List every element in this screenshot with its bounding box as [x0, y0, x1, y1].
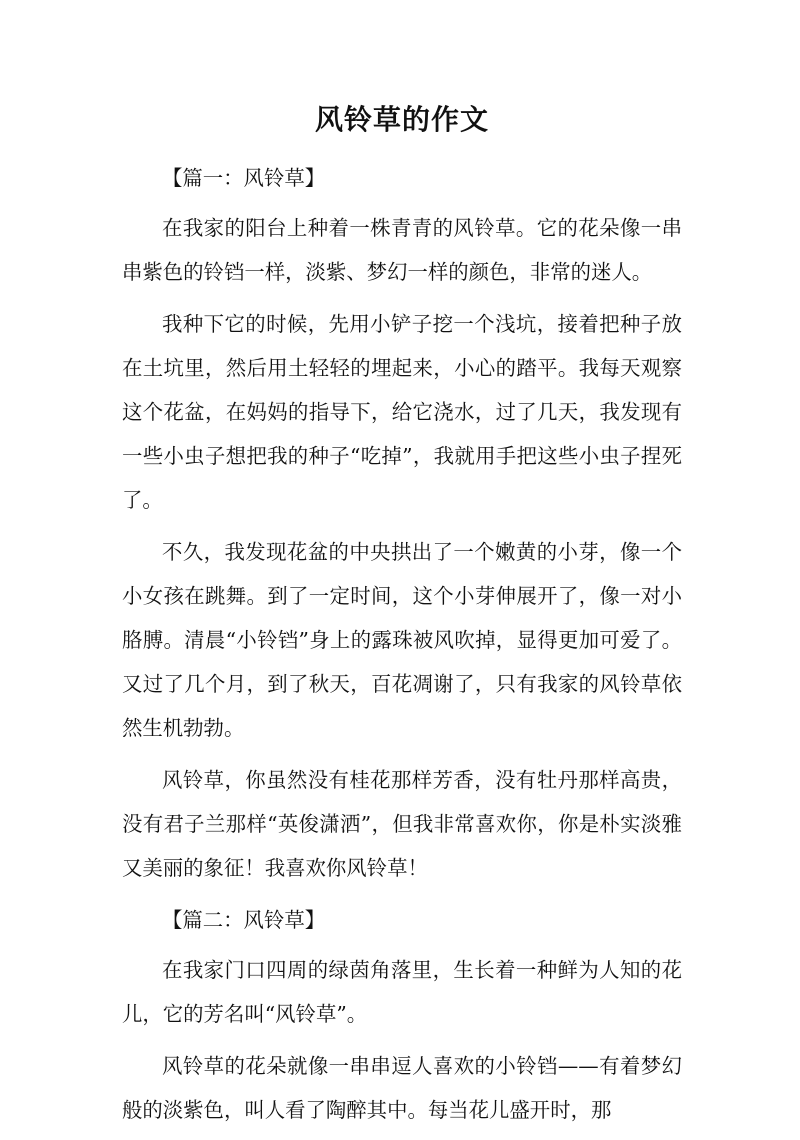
document-page: [122, 92, 682, 1140]
paragraph: 风铃草，你虽然没有桂花那样芳香，没有牡丹那样高贵，没有君子兰那样“英俊潇洒”，但我非常喜欢你，你是朴实淡雅又美丽的象征！我喜欢你风铃草！: [122, 768, 682, 880]
paragraph: 不久，我发现花盆的中央拱出了一个嫩黄的小芽，像一个小女孩在跳舞。到了一定时间，这个小芽伸展开了，像一对小胳膊。清晨“小铃铛”身上的露珠被风吹掉，显得更加可爱了。又过了几个月，到了秋天，百花凋谢了，只有我家的风铃草依然生机勃勃。: [122, 540, 682, 740]
section-1: [122, 156, 682, 890]
document-title: 风铃草的作文: [314, 103, 489, 136]
paragraph: 我种下它的时候，先用小铲子挖一个浅坑，接着把种子放在土坑里，然后用土轻轻的埋起来，小心的踏平。我每天观察这个花盆，在妈妈的指导下，给它浇水，过了几天，我发现有一些小虫子想把我的种子“吃掉”，我就用手把这些小虫子捏死了。: [122, 312, 682, 512]
section-2: [122, 898, 682, 1132]
paragraph: 在我家门口四周的绿茵角落里，生长着一种鲜为人知的花儿，它的芳名叫“风铃草”。: [122, 958, 682, 1026]
section-heading: 【篇二：风铃草】: [162, 908, 326, 932]
section-heading: 【篇一：风铃草】: [162, 166, 326, 190]
paragraph: 在我家的阳台上种着一株青青的风铃草。它的花朵像一串串紫色的铃铛一样，淡紫、梦幻一样的颜色，非常的迷人。: [122, 216, 682, 284]
paragraph: 风铃草的花朵就像一串串逗人喜欢的小铃铛——有着梦幻般的淡紫色，叫人看了陶醉其中。每当花儿盛开时，那: [122, 1054, 682, 1122]
